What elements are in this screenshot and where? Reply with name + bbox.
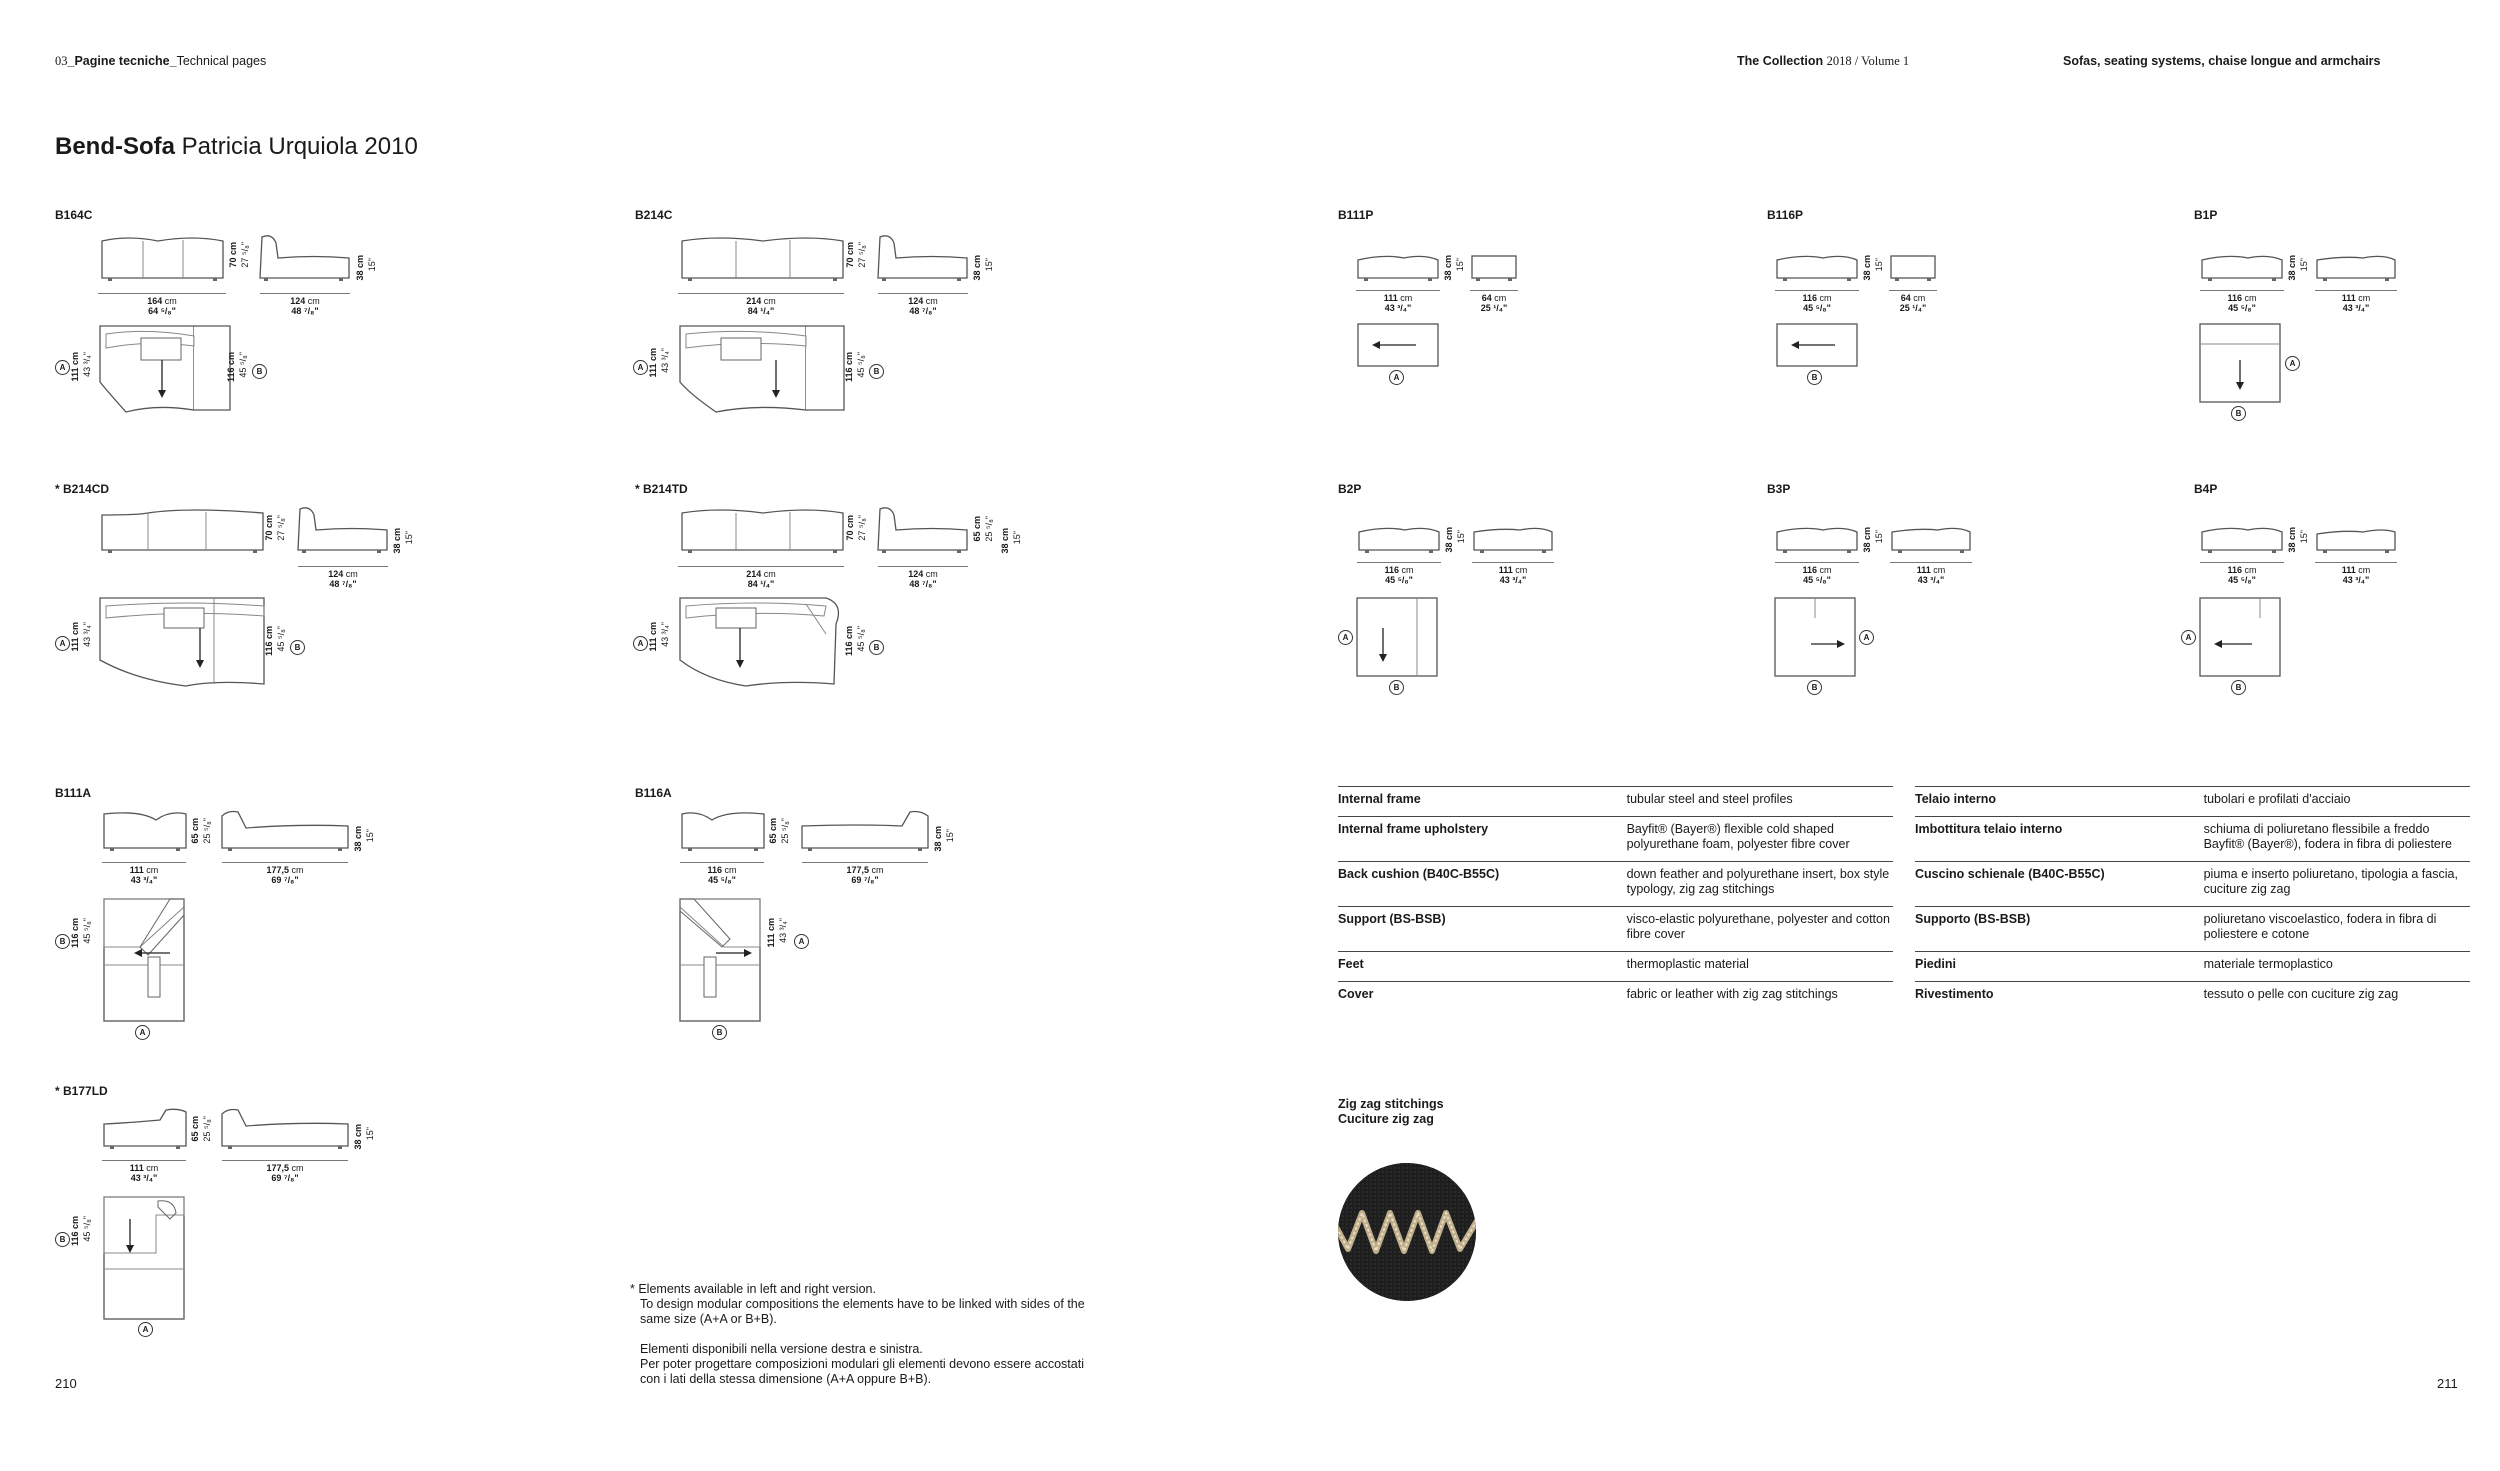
- footnote: [630, 1282, 1090, 1387]
- side-view-drawing: [1887, 252, 1939, 287]
- page-number-left: 210: [55, 1376, 77, 1391]
- material-row: [1338, 907, 1893, 952]
- seat-height-label: 38 cm: [1000, 528, 1010, 554]
- height-label-in: 25 ⁵/₈": [202, 818, 212, 844]
- footnote-en-1: * Elements available in left and right version.: [630, 1282, 876, 1296]
- stitch-caption: [1338, 1097, 1444, 1127]
- side-view-drawing: [1468, 252, 1520, 287]
- side-view-drawing: [292, 505, 392, 560]
- front-view-drawing: [678, 505, 848, 560]
- front-view-drawing: [678, 808, 768, 858]
- material-value: Bayfit® (Bayer®) flexible cold shaped polyurethane foam, polyester fibre cover: [1627, 817, 1893, 862]
- width-label: 116 cm 45 ⁵/₈": [1384, 565, 1414, 585]
- seat-height-label: 38 cm: [2287, 527, 2297, 553]
- seat-height-label-in: 15": [365, 1127, 375, 1141]
- side-a-marker: A: [633, 636, 648, 651]
- dimension-line: [2200, 562, 2284, 563]
- material-row: [1338, 982, 1893, 1012]
- seat-height-label: 38 cm: [1443, 255, 1453, 281]
- left-depth-label: 111 cm: [648, 622, 658, 652]
- item-code: * B177LD: [55, 1084, 108, 1098]
- collection-volume: 2018 / Volume 1: [1826, 54, 1910, 68]
- plan-view-drawing: [2196, 594, 2284, 680]
- dimension-line: [678, 293, 844, 294]
- height-label-in: 25 ⁵/₈": [780, 818, 790, 844]
- side-a-marker: A: [1859, 630, 1874, 645]
- side-a-marker: A: [633, 360, 648, 375]
- material-row: [1915, 982, 2470, 1012]
- material-row: [1915, 817, 2470, 862]
- dimension-line: [298, 566, 388, 567]
- plan-view-drawing: [96, 594, 276, 690]
- item-code: B3P: [1767, 482, 1791, 496]
- width-label: 116 cm 45 ⁵/₈": [2227, 565, 2257, 585]
- height-label-in: 25 ⁵/₈": [202, 1116, 212, 1142]
- seat-height-label: 38 cm: [1444, 527, 1454, 553]
- side-a-marker: A: [794, 934, 809, 949]
- materials-table-en: [1338, 786, 1893, 1011]
- left-depth-label-in: 43 ³/₄": [660, 622, 670, 647]
- item-code: B116P: [1767, 208, 1804, 222]
- material-row: [1915, 862, 2470, 907]
- width-label: 111 cm 43 ³/₄": [129, 865, 159, 885]
- footnote-en-2: To design modular compositions the elements have to be linked with sides of the same size (A+A or B+B).: [640, 1297, 1085, 1326]
- seat-height-label-in: 15": [2299, 530, 2309, 544]
- plan-view-drawing: [1354, 320, 1442, 370]
- item-code: B164C: [55, 208, 93, 222]
- side-view-drawing: [2313, 252, 2399, 287]
- right-depth-label: 111 cm: [766, 918, 776, 948]
- seat-height-label-in: 15": [984, 258, 994, 272]
- material-key: Piedini: [1915, 952, 2204, 982]
- height-label-in: 27 ⁵/₈": [857, 515, 867, 541]
- dimension-line: [2315, 290, 2397, 291]
- side-b-marker: B: [869, 640, 884, 655]
- stitch-caption-en: Zig zag stitchings: [1338, 1097, 1444, 1111]
- side-a-marker: A: [135, 1025, 150, 1040]
- item-code: B111A: [55, 786, 92, 800]
- side-view-drawing: [1470, 524, 1556, 559]
- material-row: [1338, 952, 1893, 982]
- seat-height-label-in: 15": [404, 531, 414, 545]
- width-label: 116 cm 45 ⁵/₈": [707, 865, 737, 885]
- seat-height-label-in: 15": [2299, 258, 2309, 272]
- dimension-line: [2200, 290, 2284, 291]
- dimension-line: [1775, 562, 1859, 563]
- category-header: Sofas, seating systems, chaise longue and armchairs: [2063, 54, 2381, 68]
- side-b-marker: B: [290, 640, 305, 655]
- seat-height-label-in: 15": [1874, 530, 1884, 544]
- dimension-line: [878, 293, 968, 294]
- height-label: 65 cm: [768, 818, 778, 844]
- section-title-it: Pagine tecniche: [74, 54, 170, 68]
- collection-header: [1737, 54, 1909, 69]
- item-code: B4P: [2194, 482, 2218, 496]
- side-b-marker: B: [1807, 680, 1822, 695]
- side-view-drawing: [254, 233, 354, 288]
- material-key: Rivestimento: [1915, 982, 2204, 1012]
- side-b-marker: B: [2231, 680, 2246, 695]
- item-code: * B214TD: [635, 482, 688, 496]
- left-depth-label-in: 45 ⁵/₈": [82, 918, 92, 944]
- dimension-line: [2315, 562, 2397, 563]
- side-b-marker: B: [1389, 680, 1404, 695]
- width-label: 116 cm 45 ⁵/₈": [2227, 293, 2257, 313]
- material-key: Internal frame upholstery: [1338, 817, 1627, 862]
- material-row: [1915, 952, 2470, 982]
- height-label: 65 cm: [190, 1116, 200, 1142]
- depth-label: 124 cm 48 ⁷/₈": [290, 296, 320, 316]
- side-b-marker: B: [2231, 406, 2246, 421]
- dimension-line: [1775, 290, 1859, 291]
- seat-height-label: 38 cm: [972, 255, 982, 281]
- depth-label: 64 cm 25 ¹/₄": [1480, 293, 1508, 313]
- seat-height-label-in: 15": [1874, 258, 1884, 272]
- plan-view-drawing: [1353, 594, 1441, 680]
- side-view-drawing: [218, 1106, 353, 1156]
- left-depth-label-in: 43 ³/₄": [660, 348, 670, 373]
- right-depth-label-in: 45 ⁵/₈": [276, 626, 286, 652]
- width-label: 111 cm 43 ³/₄": [1383, 293, 1413, 313]
- seat-height-label: 38 cm: [933, 826, 943, 852]
- left-depth-label: 116 cm: [70, 1216, 80, 1247]
- side-a-marker: A: [1389, 370, 1404, 385]
- side-view-drawing: [1888, 524, 1974, 559]
- front-view-drawing: [1355, 524, 1443, 559]
- material-key: Internal frame: [1338, 787, 1627, 817]
- material-value: materiale termoplastico: [2204, 952, 2470, 982]
- side-view-drawing: [872, 233, 972, 288]
- material-key: Imbottitura telaio interno: [1915, 817, 2204, 862]
- side-b-marker: B: [252, 364, 267, 379]
- side-a-marker: A: [138, 1322, 153, 1337]
- right-depth-label: 116 cm: [264, 626, 274, 657]
- section-header: 03_Pagine tecniche_Technical pages: [55, 54, 267, 68]
- plan-view-drawing: [100, 1193, 188, 1323]
- stitch-caption-it: Cuciture zig zag: [1338, 1112, 1434, 1126]
- material-key: Support (BS-BSB): [1338, 907, 1627, 952]
- side-b-marker: B: [55, 934, 70, 949]
- left-depth-label-in: 45 ⁵/₈": [82, 1216, 92, 1242]
- material-value: tubular steel and steel profiles: [1627, 787, 1893, 817]
- material-key: Back cushion (B40C-B55C): [1338, 862, 1627, 907]
- material-value: thermoplastic material: [1627, 952, 1893, 982]
- width-label: 214 cm 84 ¹/₄": [746, 569, 776, 589]
- zigzag-stitch-drawing: [1338, 1163, 1476, 1301]
- plan-view-drawing: [676, 895, 764, 1025]
- plan-view-drawing: [100, 895, 188, 1025]
- front-view-drawing: [98, 233, 228, 288]
- plan-view-drawing: [96, 322, 236, 416]
- left-depth-label: 116 cm: [70, 918, 80, 949]
- right-depth-label-in: 45 ⁵/₈": [238, 352, 248, 378]
- front-view-drawing: [2198, 252, 2286, 287]
- right-depth-label: 116 cm: [844, 626, 854, 657]
- front-view-drawing: [1773, 252, 1861, 287]
- depth-label: 124 cm 48 ⁷/₈": [328, 569, 358, 589]
- plan-view-drawing: [1773, 320, 1861, 370]
- materials-table-it: [1915, 786, 2470, 1011]
- dimension-line: [1470, 290, 1518, 291]
- side-b-marker: B: [1807, 370, 1822, 385]
- section-number: 03: [55, 54, 68, 68]
- page-title: [55, 133, 418, 161]
- right-depth-label: 116 cm: [844, 352, 854, 383]
- depth-label: 64 cm 25 ¹/₄": [1899, 293, 1927, 313]
- depth-label: 111 cm 43 ³/₄": [2341, 565, 2371, 585]
- seat-height-label: 38 cm: [1862, 255, 1872, 281]
- page-number-right: 211: [2437, 1376, 2458, 1391]
- left-depth-label: 111 cm: [648, 348, 658, 378]
- item-code: B2P: [1338, 482, 1362, 496]
- seat-height-label: 38 cm: [353, 1124, 363, 1150]
- dimension-line: [1356, 290, 1440, 291]
- seat-height-label-in: 15": [367, 258, 377, 272]
- height-label: 70 cm: [228, 242, 238, 268]
- material-row: [1338, 787, 1893, 817]
- height-label-in: 27 ⁵/₈": [276, 515, 286, 541]
- width-label: 111 cm 43 ³/₄": [129, 1163, 159, 1183]
- side-a-marker: A: [55, 636, 70, 651]
- dimension-line: [680, 862, 764, 863]
- side-b-marker: B: [869, 364, 884, 379]
- material-key: Cuscino schienale (B40C-B55C): [1915, 862, 2204, 907]
- dimension-line: [802, 862, 928, 863]
- depth-label: 111 cm 43 ³/₄": [1498, 565, 1528, 585]
- material-value: fabric or leather with zig zag stitchings: [1627, 982, 1893, 1012]
- height-label: 70 cm: [845, 242, 855, 268]
- front-view-drawing: [2198, 524, 2286, 559]
- material-value: piuma e inserto poliuretano, tipologia a fascia, cuciture zig zag: [2204, 862, 2470, 907]
- side-b-marker: B: [712, 1025, 727, 1040]
- right-depth-label-in: 45 ⁵/₈": [856, 352, 866, 378]
- material-key: Cover: [1338, 982, 1627, 1012]
- item-code: B116A: [635, 786, 672, 800]
- front-view-drawing: [678, 233, 848, 288]
- material-value: down feather and polyurethane insert, box style typology, zig zag stitchings: [1627, 862, 1893, 907]
- plan-view-drawing: [2196, 320, 2284, 406]
- seat-height-label-in: 15": [1456, 530, 1466, 544]
- material-row: [1338, 862, 1893, 907]
- side-a-marker: A: [1338, 630, 1353, 645]
- plan-view-drawing: [676, 322, 856, 416]
- item-code: B214C: [635, 208, 673, 222]
- seat-height-label: 38 cm: [2287, 255, 2297, 281]
- right-depth-label-in: 45 ⁵/₈": [856, 626, 866, 652]
- width-label: 164 cm 64 ⁵/₈": [147, 296, 177, 316]
- front-view-drawing: [1773, 524, 1861, 559]
- seat-height-label: 38 cm: [353, 826, 363, 852]
- seat-height-label-in: 15": [365, 829, 375, 843]
- left-depth-label: 111 cm: [70, 352, 80, 382]
- collection-name: The Collection: [1737, 54, 1824, 68]
- product-name: Bend-Sofa: [55, 133, 175, 160]
- front-view-drawing: [100, 808, 190, 858]
- height-label-in: 27 ⁵/₈": [240, 242, 250, 268]
- dimension-line: [1890, 562, 1972, 563]
- height-label-in: 27 ⁵/₈": [857, 242, 867, 268]
- material-row: [1915, 907, 2470, 952]
- dimension-line: [98, 293, 226, 294]
- height-label: 70 cm: [264, 515, 274, 541]
- front-view-drawing: [1354, 252, 1442, 287]
- dimension-line: [222, 862, 348, 863]
- dimension-line: [102, 862, 186, 863]
- item-code: * B214CD: [55, 482, 110, 496]
- right-depth-label: 116 cm: [226, 352, 236, 383]
- material-value: poliuretano viscoelastico, fodera in fibra di poliestere e cotone: [2204, 907, 2470, 952]
- depth-label: 111 cm 43 ³/₄": [2341, 293, 2371, 313]
- depth-label: 124 cm 48 ⁷/₈": [908, 569, 938, 589]
- material-key: Feet: [1338, 952, 1627, 982]
- seat-height-label: 38 cm: [392, 528, 402, 554]
- material-key: Telaio interno: [1915, 787, 2204, 817]
- front-view-drawing: [98, 505, 268, 560]
- item-code: B111P: [1338, 208, 1374, 222]
- height-label: 70 cm: [845, 515, 855, 541]
- side-a-marker: A: [2181, 630, 2196, 645]
- material-value: visco-elastic polyurethane, polyester and cotton fibre cover: [1627, 907, 1893, 952]
- material-key: Supporto (BS-BSB): [1915, 907, 2204, 952]
- dimension-line: [878, 566, 968, 567]
- height-label: 65 cm: [190, 818, 200, 844]
- left-depth-label: 111 cm: [70, 622, 80, 652]
- dimension-line: [222, 1160, 348, 1161]
- section-title-en: Technical pages: [176, 54, 267, 68]
- depth-label: 124 cm 48 ⁷/₈": [908, 296, 938, 316]
- side-a-marker: A: [55, 360, 70, 375]
- material-row: [1915, 787, 2470, 817]
- plan-view-drawing: [1771, 594, 1859, 680]
- material-value: schiuma di poliuretano flessibile a freddo Bayfit® (Bayer®), fodera in fibra di poliestere: [2204, 817, 2470, 862]
- material-value: tubolari e profilati d'acciaio: [2204, 787, 2470, 817]
- depth-label: 177,5 cm 69 ⁷/₈": [846, 865, 884, 885]
- footnote-it-2: Per poter progettare composizioni modulari gli elementi devono essere accostati con i lati della stessa dimensione (A+A oppure B+B).: [640, 1357, 1084, 1386]
- dimension-line: [102, 1160, 186, 1161]
- right-depth-label-in: 43 ³/₄": [778, 918, 788, 943]
- side-view-drawing: [798, 808, 933, 858]
- footnote-it-1: Elementi disponibili nella versione destra e sinistra.: [640, 1342, 923, 1356]
- seat-height-label-in: 15": [1012, 531, 1022, 545]
- seat-height-label-in: 15": [1455, 258, 1465, 272]
- side-b-marker: B: [55, 1232, 70, 1247]
- dimension-line: [1357, 562, 1441, 563]
- depth-label: 177,5 cm 69 ⁷/₈": [266, 865, 304, 885]
- plan-view-drawing: [676, 594, 856, 690]
- dimension-line: [1889, 290, 1937, 291]
- designer-name: Patricia Urquiola 2010: [181, 133, 418, 160]
- side-view-drawing: [2313, 524, 2399, 559]
- width-label: 214 cm 84 ¹/₄": [746, 296, 776, 316]
- dimension-line: [1472, 562, 1554, 563]
- stitch-swatch-image: [1338, 1163, 1476, 1301]
- item-code: B1P: [2194, 208, 2218, 222]
- left-depth-label-in: 43 ³/₄": [82, 352, 92, 377]
- material-row: [1338, 817, 1893, 862]
- front-view-drawing: [100, 1106, 190, 1156]
- side-view-drawing: [872, 505, 972, 560]
- arm-height-label-in: 25 ⁵/₈": [984, 516, 994, 542]
- left-depth-label-in: 43 ³/₄": [82, 622, 92, 647]
- seat-height-label: 38 cm: [1862, 527, 1872, 553]
- seat-height-label-in: 15": [945, 829, 955, 843]
- dimension-line: [678, 566, 844, 567]
- side-view-drawing: [218, 808, 353, 858]
- dimension-line: [260, 293, 350, 294]
- material-value: tessuto o pelle con cuciture zig zag: [2204, 982, 2470, 1012]
- arm-height-label: 65 cm: [972, 516, 982, 542]
- seat-height-label: 38 cm: [355, 255, 365, 281]
- depth-label: 111 cm 43 ³/₄": [1916, 565, 1946, 585]
- side-a-marker: A: [2285, 356, 2300, 371]
- width-label: 116 cm 45 ⁵/₈": [1802, 293, 1832, 313]
- depth-label: 177,5 cm 69 ⁷/₈": [266, 1163, 304, 1183]
- width-label: 116 cm 45 ⁵/₈": [1802, 565, 1832, 585]
